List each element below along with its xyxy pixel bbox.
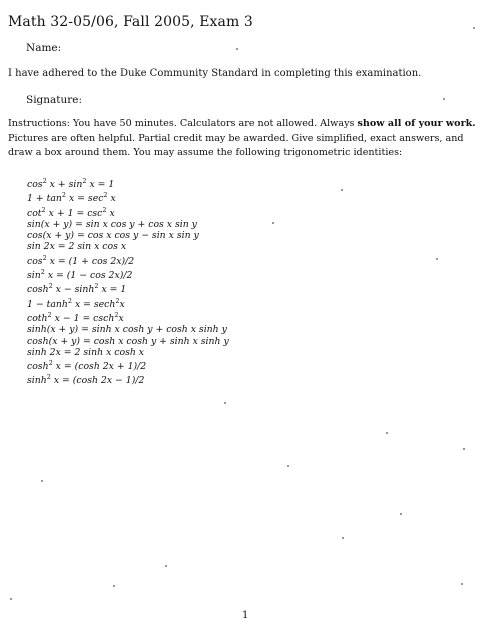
trig-identities-list bbox=[27, 176, 229, 387]
exponent: 2 bbox=[103, 191, 108, 200]
identity-text: x + 1 = csc bbox=[45, 207, 103, 219]
scan-speck bbox=[342, 537, 344, 539]
identity-text: cos(x + y) = cos x cos y − sin x sin y bbox=[27, 230, 199, 242]
exponent: 2 bbox=[94, 282, 99, 291]
identity-text: cosh bbox=[27, 284, 49, 296]
exponent: 2 bbox=[102, 205, 107, 214]
trig-identity bbox=[27, 358, 229, 372]
scan-speck bbox=[224, 402, 226, 404]
identity-text: x = 1 bbox=[98, 284, 127, 296]
identity-text: sin(x + y) = sin x cos y + cos x sin y bbox=[27, 218, 197, 230]
trig-identity bbox=[27, 267, 229, 281]
exponent: 2 bbox=[42, 177, 47, 185]
exponent: 2 bbox=[48, 359, 53, 368]
identity-text: sin bbox=[27, 270, 41, 282]
identity-text: x + sin bbox=[46, 179, 83, 190]
trig-identity bbox=[27, 241, 229, 252]
trig-identity bbox=[27, 281, 229, 295]
identity-text: cosh(x + y) = cosh x cosh y + sinh x sinh y bbox=[27, 335, 229, 347]
identity-text: sin 2x = 2 sin x cos x bbox=[27, 241, 127, 253]
exponent: 2 bbox=[41, 205, 46, 214]
instructions-line-2: Pictures are often helpful. Partial credit may be awarded. Give simplified, exact answers, and bbox=[8, 132, 464, 144]
exponent: 2 bbox=[42, 253, 47, 262]
trig-identity bbox=[27, 190, 229, 204]
identity-text: cos bbox=[27, 179, 43, 190]
exponent: 2 bbox=[61, 191, 67, 200]
identity-text: cosh bbox=[27, 361, 49, 373]
identity-text: x − sinh bbox=[52, 284, 95, 296]
identity-text: x bbox=[107, 193, 116, 205]
identity-text: cos bbox=[27, 255, 43, 267]
scan-speck bbox=[10, 598, 12, 600]
scan-speck bbox=[165, 565, 167, 567]
trig-identity bbox=[27, 253, 229, 267]
instructions-line-1-text: Instructions: You have 50 minutes. Calculators are not allowed. Always bbox=[8, 118, 358, 129]
identity-text: sinh(x + y) = sinh x cosh y + cosh x sinh y bbox=[27, 324, 227, 336]
identity-text: x − 1 = csch bbox=[51, 312, 115, 324]
scan-speck bbox=[386, 432, 388, 434]
trig-identity bbox=[27, 310, 229, 324]
exponent: 2 bbox=[48, 282, 53, 291]
instructions-line-3: draw a box around them. You may assume the following trigonometric identities: bbox=[8, 147, 403, 158]
scan-speck bbox=[463, 448, 465, 450]
exponent: 2 bbox=[114, 310, 119, 319]
trig-identity bbox=[27, 296, 229, 310]
identity-text: cot bbox=[27, 207, 42, 219]
exponent: 2 bbox=[47, 310, 52, 319]
scan-speck bbox=[272, 222, 274, 224]
name-label: Name: bbox=[26, 42, 62, 54]
instructions-emphasis: show all of your work. bbox=[357, 118, 476, 129]
trig-identity bbox=[27, 219, 229, 230]
identity-text: sinh bbox=[27, 375, 47, 387]
identity-text: sinh 2x = 2 sinh x cosh x bbox=[27, 346, 145, 358]
scan-speck bbox=[236, 48, 238, 50]
identity-text: x = (1 − cos 2x)/2 bbox=[44, 270, 133, 282]
identity-text: x = 1 bbox=[86, 179, 115, 190]
trig-identity bbox=[27, 336, 229, 347]
identity-text: x = (cosh 2x − 1)/2 bbox=[50, 375, 145, 387]
exam-title: Math 32-05/06, Fall 2005, Exam 3 bbox=[8, 14, 253, 30]
trig-identity bbox=[27, 205, 229, 219]
identity-text: x = (cosh 2x + 1)/2 bbox=[52, 361, 147, 373]
exponent: 2 bbox=[82, 177, 87, 185]
scan-speck bbox=[113, 585, 115, 587]
exponent: 2 bbox=[40, 268, 45, 277]
trig-identity bbox=[27, 324, 229, 335]
identity-text: x = sech bbox=[72, 298, 116, 310]
scan-speck bbox=[341, 189, 343, 191]
identity-text: x = sec bbox=[66, 193, 104, 205]
trig-identity bbox=[27, 230, 229, 241]
scan-speck bbox=[461, 583, 463, 585]
identity-text: x bbox=[119, 298, 125, 310]
scan-speck bbox=[287, 465, 289, 467]
trig-identity bbox=[27, 176, 229, 190]
instructions-block bbox=[8, 117, 488, 161]
exponent: 2 bbox=[67, 296, 73, 305]
scan-speck bbox=[400, 513, 402, 515]
scan-speck bbox=[436, 258, 438, 260]
identity-text: x bbox=[118, 312, 124, 324]
scan-speck bbox=[473, 27, 475, 29]
instructions-line-1 bbox=[8, 117, 488, 132]
signature-label: Signature: bbox=[26, 94, 83, 106]
exponent: 2 bbox=[115, 296, 120, 305]
exponent: 2 bbox=[46, 373, 51, 382]
trig-identity bbox=[27, 347, 229, 358]
community-standard-statement: I have adhered to the Duke Community Standard in completing this examination. bbox=[8, 68, 422, 79]
trig-identity bbox=[27, 372, 229, 386]
identity-text: 1 − tanh bbox=[27, 298, 68, 310]
scan-speck bbox=[443, 98, 445, 100]
identity-text: coth bbox=[27, 312, 48, 324]
identity-text: x = (1 + cos 2x)/2 bbox=[46, 255, 135, 267]
identity-text: 1 + tan bbox=[27, 193, 62, 205]
page-number: 1 bbox=[242, 610, 249, 621]
identity-text: x bbox=[106, 207, 115, 219]
scan-speck bbox=[41, 480, 43, 482]
